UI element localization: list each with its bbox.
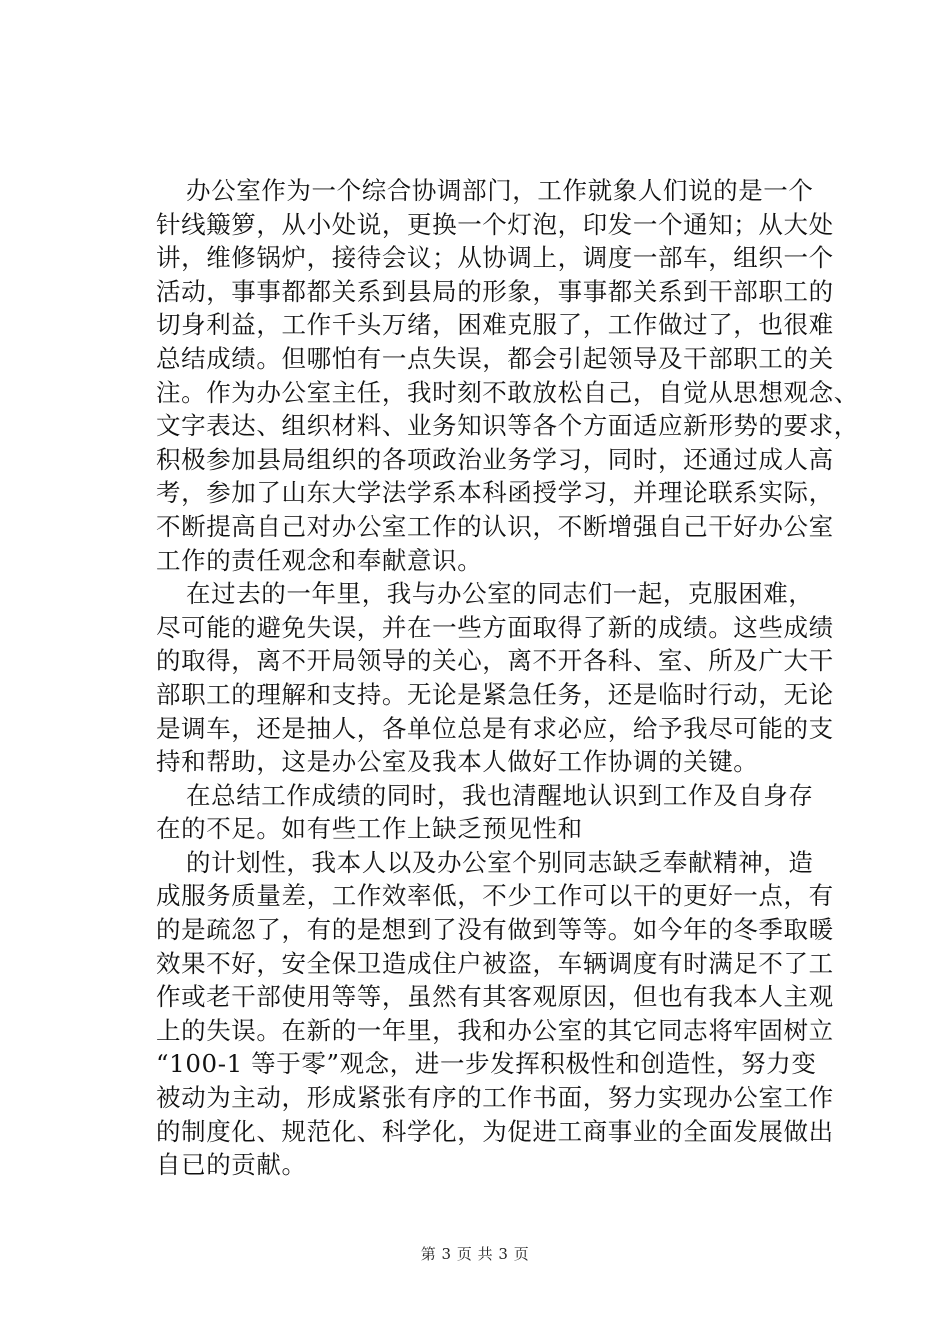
paragraph-line: 的制度化、规范化、科学化，为促进工商事业的全面发展做出 xyxy=(156,1116,834,1146)
paragraph-line: 切身利益，工作千头万绪，困难克服了，工作做过了，也很难 xyxy=(156,310,834,340)
page-footer xyxy=(0,1244,950,1264)
paragraph-line: 在总结工作成绩的同时，我也清醒地认识到工作及自身存 xyxy=(186,780,814,810)
paragraph-line: 是调车，还是抽人，各单位总是有求必应，给予我尽可能的支 xyxy=(156,713,834,743)
paragraph-line: 部职工的理解和支持。无论是紧急任务，还是临时行动，无论 xyxy=(156,679,834,709)
paragraph-line: 总结成绩。但哪怕有一点失误，都会引起领导及干部职工的关 xyxy=(156,343,834,373)
paragraph-line: 在过去的一年里，我与办公室的同志们一起，克服困难， xyxy=(186,579,814,609)
paragraph-line: 考，参加了山东大学法学系本科函授学习，并理论联系实际， xyxy=(156,478,834,508)
paragraph-line: 讲，维修锅炉，接待会议；从协调上，调度一部车，组织一个 xyxy=(156,243,834,273)
paragraph-3 xyxy=(156,779,836,846)
paragraph-line: 效果不好，安全保卫造成住户被盗，车辆调度有时满足不了工 xyxy=(156,948,834,978)
paragraph-line: 注。作为办公室主任，我时刻不敢放松自己，自觉从思想观念、 xyxy=(156,377,859,407)
paragraph-line: 持和帮助，这是办公室及我本人做好工作协调的关键。 xyxy=(156,747,759,777)
paragraph-line: 的取得，离不开局领导的关心，离不开各科、室、所及广大干 xyxy=(156,646,834,676)
paragraph-line: 尽可能的避免失误，并在一些方面取得了新的成绩。这些成绩 xyxy=(156,612,834,642)
paragraph-1 xyxy=(156,174,859,577)
document-body xyxy=(156,174,859,1182)
paragraph-line: 成服务质量差，工作效率低，不少工作可以干的更好一点，有 xyxy=(156,881,834,911)
paragraph-2 xyxy=(156,577,836,779)
paragraph-line: 在的不足。如有些工作上缺乏预见性和 xyxy=(156,814,583,844)
paragraph-line: 被动为主动，形成紧张有序的工作书面，努力实现办公室工作 xyxy=(156,1083,834,1113)
paragraph-line: 自已的贡献。 xyxy=(156,1150,307,1180)
paragraph-line: “100-1 等于零”观念，进一步发挥积极性和创造性，努力变 xyxy=(156,1049,817,1079)
paragraph-line: 的是疏忽了，有的是想到了没有做到等等。如今年的冬季取暖 xyxy=(156,915,834,945)
paragraph-line: 文字表达、组织材料、业务知识等各个方面适应新形势的要求， xyxy=(156,411,859,441)
page-number-label: 第 3 页 共 3 页 xyxy=(420,1245,530,1263)
paragraph-line: 上的失误。在新的一年里，我和办公室的其它同志将牢固树立 xyxy=(156,1015,834,1045)
paragraph-line: 针线簸箩，从小处说，更换一个灯泡，印发一个通知；从大处 xyxy=(156,209,834,239)
paragraph-line: 办公室作为一个综合协调部门，工作就象人们说的是一个 xyxy=(186,176,814,205)
paragraph-line: 积极参加县局组织的各项政治业务学习，同时，还通过成人高 xyxy=(156,444,834,474)
paragraph-line: 不断提高自己对办公室工作的认识，不断增强自己干好办公室 xyxy=(156,511,834,541)
paragraph-line: 活动，事事都都关系到县局的形象，事事都关系到干部职工的 xyxy=(156,276,834,306)
paragraph-line: 的计划性，我本人以及办公室个别同志缺乏奉献精神，造 xyxy=(186,847,814,877)
paragraph-line: 作或老干部使用等等，虽然有其客观原因，但也有我本人主观 xyxy=(156,982,834,1012)
paragraph-line: 工作的责任观念和奉献意识。 xyxy=(156,545,483,575)
paragraph-4 xyxy=(156,846,836,1182)
